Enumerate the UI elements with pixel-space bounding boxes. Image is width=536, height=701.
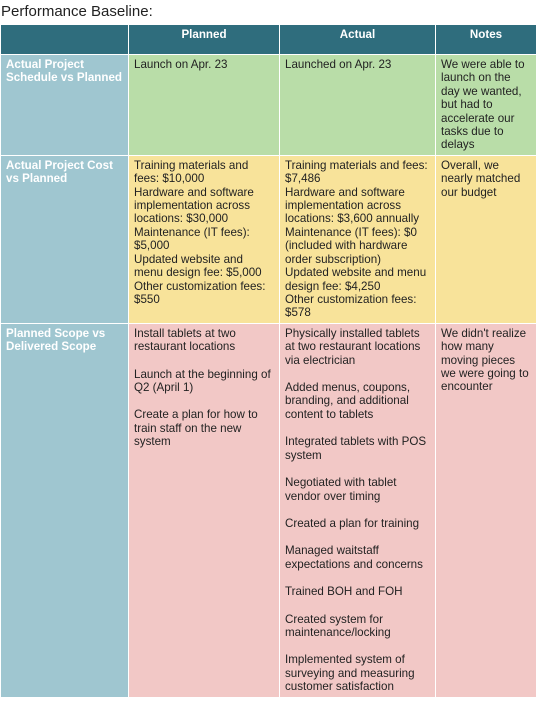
cell-line: Maintenance (IT fees): $0 (included with hardware order subscription) bbox=[285, 225, 417, 266]
cell-line: Launched on Apr. 23 bbox=[285, 58, 392, 71]
cell-paragraph: Physically installed tablets at two restaurant locations via electrician bbox=[285, 326, 421, 367]
row-header-scope: Planned Scope vs Delivered Scope bbox=[1, 323, 129, 697]
cell-line: Launch on Apr. 23 bbox=[134, 58, 228, 71]
header-notes: Notes bbox=[436, 25, 536, 55]
cell-line: Other customization fees: $578 bbox=[285, 292, 417, 320]
table-row-schedule bbox=[1, 55, 536, 156]
cell-line: Other customization fees: $550 bbox=[134, 279, 266, 306]
cell-paragraph: Added menus, coupons, branding, and additional content to tablets bbox=[285, 381, 411, 421]
cell-cost-notes: Overall, we nearly matched our budget bbox=[436, 155, 536, 323]
cell-paragraph: Implemented system of surveying and measuring customer satisfaction bbox=[285, 653, 415, 694]
cell-cost-planned bbox=[129, 155, 280, 323]
cell-schedule-notes: We were able to launch on the day we wanted, but had to accelerate our tasks due to delays bbox=[436, 55, 536, 156]
table-caption: Performance Baseline: bbox=[1, 3, 153, 20]
cell-paragraph: Trained BOH and FOH bbox=[285, 585, 403, 599]
table-row-cost bbox=[1, 155, 536, 323]
cell-paragraph: Launch at the beginning of Q2 (April 1) bbox=[134, 367, 271, 395]
cell-scope-planned bbox=[129, 323, 280, 697]
row-header-schedule: Actual Project Schedule vs Planned bbox=[1, 55, 129, 156]
cell-paragraph: Negotiated with tablet vendor over timing bbox=[285, 476, 397, 503]
performance-baseline-table bbox=[0, 24, 536, 698]
cell-line: Hardware and software implementation across locations: $30,000 bbox=[134, 185, 254, 226]
row-header-cost: Actual Project Cost vs Planned bbox=[1, 155, 129, 323]
cell-paragraph: Integrated tablets with POS system bbox=[285, 435, 427, 462]
cell-schedule-actual bbox=[280, 55, 436, 156]
cell-paragraph: Create a plan for how to train staff on the new system bbox=[134, 408, 258, 449]
cell-line: Updated website and menu design fee: $4,250 bbox=[285, 266, 427, 293]
header-planned: Planned bbox=[129, 25, 280, 55]
cell-line: Maintenance (IT fees): $5,000 bbox=[134, 225, 250, 253]
header-corner bbox=[1, 25, 129, 55]
header-row bbox=[1, 25, 536, 55]
cell-line: Hardware and software implementation across locations: $3,600 annually bbox=[285, 185, 420, 226]
cell-scope-notes: We didn't realize how many moving pieces we were going to encounter bbox=[436, 323, 536, 697]
cell-line: Training materials and fees: $7,486 bbox=[285, 158, 428, 186]
cell-schedule-planned bbox=[129, 55, 280, 156]
cell-cost-actual bbox=[280, 155, 436, 323]
cell-paragraph: Install tablets at two restaurant locations bbox=[134, 326, 236, 354]
cell-line: Updated website and menu design fee: $5,000 bbox=[134, 252, 262, 280]
cell-paragraph: Created system for maintenance/locking bbox=[285, 612, 391, 639]
cell-paragraph: Created a plan for training bbox=[285, 516, 420, 530]
cell-paragraph: Managed waitstaff expectations and concerns bbox=[285, 544, 423, 571]
header-actual: Actual bbox=[280, 25, 436, 55]
table-row-scope bbox=[1, 323, 536, 697]
cell-scope-actual bbox=[280, 323, 436, 697]
cell-line: Training materials and fees: $10,000 bbox=[134, 158, 249, 186]
